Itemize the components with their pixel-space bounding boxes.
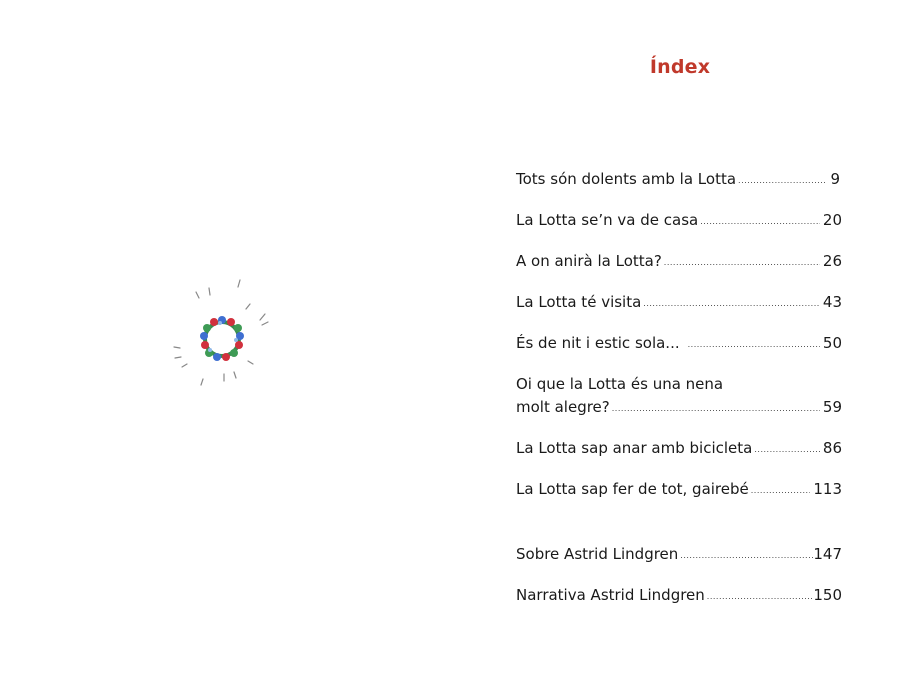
- toc-entry-label-line1: Oi que la Lotta és una nena: [516, 375, 724, 393]
- table-of-contents: [516, 168, 842, 609]
- dot-leader: [707, 585, 814, 608]
- toc-entry-page: 43: [822, 293, 842, 311]
- toc-entry: [516, 209, 842, 234]
- dot-leader: [700, 210, 820, 233]
- toc-entry: [516, 250, 842, 275]
- appendix-entry: [516, 584, 842, 609]
- appendix-entry-page: 147: [813, 545, 842, 563]
- toc-entry-label: La Lotta sap anar amb bicicleta: [516, 439, 753, 457]
- toc-entry: [516, 373, 842, 421]
- toc-entry: [516, 437, 842, 462]
- toc-entry: [516, 478, 842, 503]
- dot-leader: [643, 292, 820, 315]
- sparkle-lines: [174, 280, 268, 385]
- page-title: Índex: [649, 56, 711, 78]
- toc-entry-page: 20: [822, 211, 842, 229]
- toc-entry-label: És de nit i estic sola...: [516, 334, 680, 352]
- toc-entry-page: 26: [822, 252, 842, 270]
- appendix-entry-label: Narrativa Astrid Lindgren: [516, 586, 705, 604]
- toc-entry-label: La Lotta sap fer de tot, gairebé: [516, 480, 749, 498]
- appendix-entry-label: Sobre Astrid Lindgren: [516, 545, 679, 563]
- toc-entry-label: Tots són dolents amb la Lotta: [516, 170, 737, 188]
- toc-entry: [516, 168, 842, 193]
- toc-entry-page: 9: [830, 170, 840, 188]
- flower-wreath-illustration: [168, 270, 278, 400]
- wreath-ring: [200, 316, 244, 361]
- dot-leader: [688, 333, 820, 356]
- toc-entry-line2: [516, 396, 842, 421]
- toc-entry-page: 50: [822, 334, 842, 352]
- toc-entry-label-line2: molt alegre?: [516, 398, 610, 416]
- dot-leader: [751, 479, 811, 502]
- toc-entry-label: La Lotta se’n va de casa: [516, 211, 699, 229]
- appendix-entry: [516, 543, 842, 568]
- dot-leader: [680, 544, 813, 567]
- dot-leader: [738, 169, 827, 192]
- toc-entry-page: 59: [822, 398, 842, 416]
- toc-entry-page: 113: [813, 480, 842, 498]
- toc-entry: [516, 332, 842, 357]
- toc-entry-page: 86: [822, 439, 842, 457]
- appendix-entry-page: 150: [813, 586, 842, 604]
- toc-entry-label: La Lotta té visita: [516, 293, 642, 311]
- dot-leader: [754, 438, 820, 461]
- dot-leader: [664, 251, 820, 274]
- toc-entry-label: A on anirà la Lotta?: [516, 252, 662, 270]
- toc-entry: [516, 291, 842, 316]
- dot-leader: [612, 397, 820, 420]
- section-gap: [516, 503, 842, 543]
